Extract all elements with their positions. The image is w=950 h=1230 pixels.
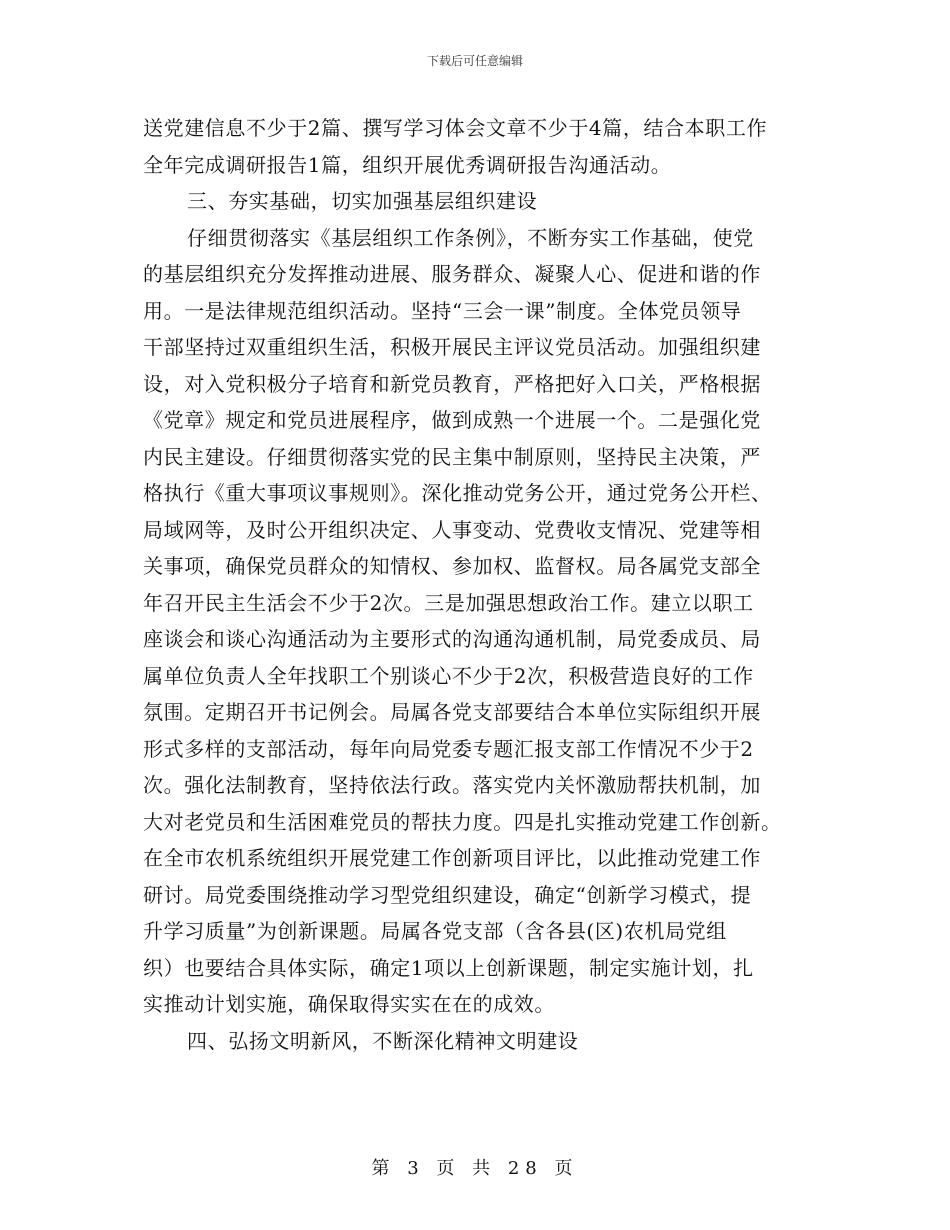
paragraph-line: 大对老党员和生活困难党员的帮扶力度。四是扎实推动党建工作创新。 (143, 809, 782, 834)
paragraph-line: 内民主建设。仔细贯彻落实党的民主集中制原则，坚持民主决策，严 (143, 444, 761, 469)
paragraph-line: 《党章》规定和党员进展程序，做到成熟一个进展一个。二是强化党 (143, 408, 761, 432)
document-body (143, 110, 808, 1059)
page-header: 下载后可任意编辑 (426, 54, 523, 68)
paragraph-line: 年召开民主生活会不少于2次。三是加强思想政治工作。建立以职工 (143, 590, 754, 615)
paragraph-line: 次。强化法制教育，坚持依法行政。落实党内关怀激励帮扶机制，加 (143, 773, 761, 797)
paragraph-line: 形式多样的支部活动，每年向局党委专题汇报支部工作情况不少于2 (143, 736, 754, 761)
paragraph-line: 属单位负责人全年找职工个别谈心不少于2次，积极营造良好的工作 (143, 663, 754, 688)
section-heading: 四、弘扬文明新风，不断深化精神文明建设 (187, 1028, 579, 1053)
paragraph-line: 局域网等，及时公开组织决定、人事变动、党费收支情况、党建等相 (143, 517, 761, 542)
paragraph-line: 研讨。局党委围绕推动学习型党组织建设，确定“创新学习模式，提 (143, 882, 752, 907)
paragraph-line: 送党建信息不少于2篇、撰写学习体会文章不少于4篇，结合本职工作 (143, 116, 768, 140)
paragraph-line: 设，对入党积极分子培育和新党员教育，严格把好入口关，严格根据 (143, 371, 761, 396)
paragraph-line: 的基层组织充分发挥推动进展、服务群众、凝聚人心、促进和谐的作 (143, 262, 761, 286)
paragraph-line: 干部坚持过双重组织生活，积极开展民主评议党员活动。加强组织建 (143, 335, 761, 359)
paragraph-line: 全年完成调研报告1篇，组织开展优秀调研报告沟通活动。 (143, 152, 672, 177)
paragraph-line: 在全市农机系统组织开展党建工作创新项目评比，以此推动党建工作 (143, 846, 761, 870)
paragraph-line: 实推动计划实施，确保取得实实在在的成效。 (143, 992, 555, 1016)
section-heading: 三、夯实基础，切实加强基层组织建设 (187, 189, 538, 213)
page-number-footer: 第 3 页 共 28 页 (371, 1158, 579, 1179)
paragraph-line: 织）也要结合具体实际，确定1项以上创新课题，制定实施计划，扎 (143, 955, 754, 980)
paragraph-line: 氛围。定期召开书记例会。局属各党支部要结合本单位实际组织开展 (143, 700, 761, 724)
paragraph-line: 关事项，确保党员群众的知情权、参加权、监督权。局各属党支部全 (143, 554, 761, 578)
paragraph-line: 用。一是法律规范组织活动。坚持“三会一课”制度。全体党员领导 (143, 298, 742, 323)
paragraph-line: 座谈会和谈心沟通活动为主要形式的沟通沟通机制，局党委成员、局 (143, 627, 761, 651)
paragraph-line: 升学习质量”为创新课题。局属各党支部（含各县(区)农机局党组 (143, 919, 727, 943)
paragraph-line: 格执行《重大事项议事规则》。深化推动党务公开，通过党务公开栏、 (143, 481, 772, 505)
paragraph-line: 仔细贯彻落实《基层组织工作条例》，不断夯实工作基础，使党 (187, 225, 754, 250)
